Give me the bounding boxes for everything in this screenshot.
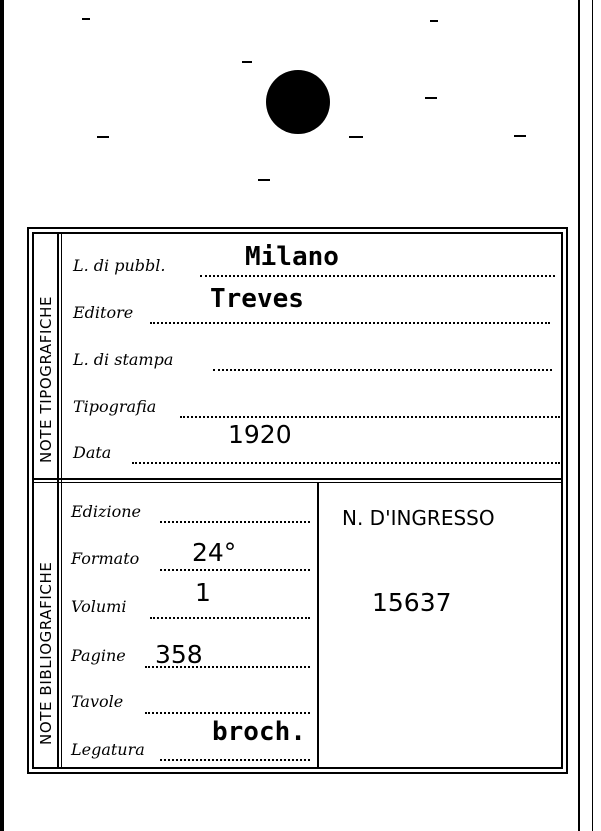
label-luogo-stampa: L. di stampa xyxy=(73,350,174,369)
label-tavole: Tavole xyxy=(71,692,124,711)
speck xyxy=(242,61,252,63)
card-edge-strip xyxy=(578,0,601,831)
dotted-line xyxy=(132,462,560,464)
label-data: Data xyxy=(73,443,112,462)
value-volumi: 1 xyxy=(195,578,211,607)
section-title-tipografiche: NOTE TIPOGRAFICHE xyxy=(37,295,55,463)
dotted-line xyxy=(180,416,560,418)
label-luogo-pubblicazione: L. di pubbl. xyxy=(73,256,166,275)
speck xyxy=(258,179,270,181)
ingresso-divider xyxy=(317,483,319,769)
label-edizione: Edizione xyxy=(71,502,141,521)
label-editore: Editore xyxy=(73,303,134,322)
speck xyxy=(425,97,437,99)
speck xyxy=(82,18,90,20)
section-divider xyxy=(32,482,563,483)
value-luogo-pubblicazione: Milano xyxy=(245,242,339,272)
section-title-bibliografiche: NOTE BIBLIOGRAFICHE xyxy=(37,561,55,745)
dotted-line xyxy=(160,569,310,571)
label-volumi: Volumi xyxy=(71,597,127,616)
value-legatura: broch. xyxy=(212,717,306,747)
label-column-line xyxy=(57,232,59,769)
speck xyxy=(514,135,526,137)
speck xyxy=(97,136,109,138)
label-formato: Formato xyxy=(71,549,140,568)
label-tipografia: Tipografia xyxy=(73,397,157,416)
label-column-line xyxy=(61,232,62,769)
dotted-line xyxy=(150,322,550,324)
value-editore: Treves xyxy=(210,284,304,314)
label-pagine: Pagine xyxy=(71,646,126,665)
dotted-line xyxy=(160,521,310,523)
dotted-line xyxy=(200,275,555,277)
label-legatura: Legatura xyxy=(71,740,145,759)
dotted-line xyxy=(150,617,310,619)
speck xyxy=(349,136,363,138)
dotted-line xyxy=(213,369,552,371)
speck xyxy=(430,20,438,22)
value-pagine: 358 xyxy=(155,640,203,669)
dotted-line xyxy=(160,759,310,761)
ingresso-number: 15637 xyxy=(372,588,452,617)
edge-line xyxy=(592,0,593,831)
punch-hole xyxy=(266,70,330,134)
value-data: 1920 xyxy=(228,420,292,449)
ingresso-label: N. D'INGRESSO xyxy=(342,506,495,530)
value-formato: 24° xyxy=(192,538,237,567)
dotted-line xyxy=(145,712,310,714)
edge-line xyxy=(578,0,580,831)
section-divider xyxy=(32,478,563,480)
